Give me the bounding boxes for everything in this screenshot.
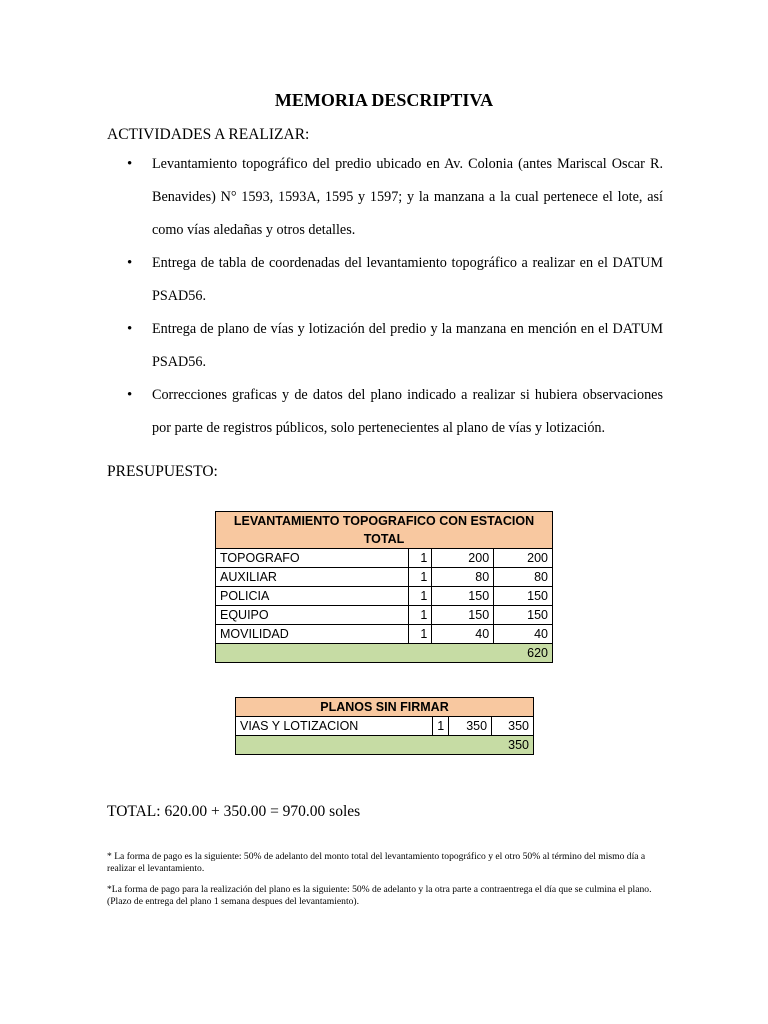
qty-cell: 1	[409, 625, 432, 644]
list-item	[107, 313, 663, 379]
subtotal-cell: 80	[494, 568, 553, 587]
table-header-row	[236, 698, 534, 717]
table-row	[216, 625, 553, 644]
item-cell: EQUIPO	[216, 606, 409, 625]
unit-cell: 150	[432, 606, 494, 625]
unit-cell: 200	[432, 549, 494, 568]
activity-text: Entrega de tabla de coordenadas del levantamiento topográfico a realizar en el DATUM PSAD56.	[152, 255, 663, 304]
activities-list	[107, 148, 663, 445]
table-header: PLANOS SIN FIRMAR	[236, 698, 534, 717]
list-item	[107, 247, 663, 313]
table-row	[216, 587, 553, 606]
survey-budget-table	[215, 511, 553, 663]
qty-cell: 1	[409, 587, 432, 606]
table-header-row	[216, 512, 553, 549]
table-row	[216, 568, 553, 587]
unit-cell: 150	[432, 587, 494, 606]
subtotal-cell: 150	[494, 587, 553, 606]
item-cell: MOVILIDAD	[216, 625, 409, 644]
table-row	[216, 549, 553, 568]
page-title: MEMORIA DESCRIPTIVA	[274, 90, 494, 110]
list-item	[107, 148, 663, 247]
list-item	[107, 379, 663, 445]
subtotal-cell: 150	[494, 606, 553, 625]
table-row	[216, 606, 553, 625]
subtotal-cell: 350	[492, 717, 534, 736]
activity-text: Levantamiento topográfico del predio ubicado en Av. Colonia (antes Mariscal Oscar R. Benavides) N° 1593, 1593A, 1595 y 1597; y la manzana a la cual pertenece el lote, así como vías aledañas y otros detalles.	[152, 156, 663, 238]
budget-heading: PRESUPUESTO:	[107, 463, 218, 480]
bullet-icon: •	[127, 156, 133, 172]
activity-text: Entrega de plano de vías y lotización del predio y la manzana en mención en el DATUM PSAD56.	[152, 321, 663, 370]
item-cell: TOPOGRAFO	[216, 549, 409, 568]
grand-total: TOTAL: 620.00 + 350.00 = 970.00 soles	[107, 803, 361, 820]
qty-cell: 1	[409, 568, 432, 587]
total-cell: 350	[236, 736, 534, 755]
activity-text: Correcciones graficas y de datos del plano indicado a realizar si hubiera observaciones por parte de registros públicos, solo pertenecientes al plano de vías y lotización.	[152, 387, 663, 436]
activities-heading: ACTIVIDADES A REALIZAR:	[107, 126, 310, 143]
bullet-icon: •	[127, 321, 133, 337]
bullet-icon: •	[127, 387, 133, 403]
table-total-row	[236, 736, 534, 755]
total-cell: 620	[216, 644, 553, 663]
plans-budget-table	[235, 697, 534, 755]
table-total-row	[216, 644, 553, 663]
unit-cell: 350	[449, 717, 492, 736]
qty-cell: 1	[433, 717, 449, 736]
item-cell: AUXILIAR	[216, 568, 409, 587]
payment-note: *La forma de pago para la realización del plano es la siguiente: 50% de adelanto y la otra parte a contraentrega el día que se culmina el plano. (Plazo de entrega del plano 1 semana despues del levantamiento).	[107, 884, 652, 907]
qty-cell: 1	[409, 549, 432, 568]
payment-note: * La forma de pago es la siguiente: 50% de adelanto del monto total del levantamiento topográfico y el otro 50% al término del mismo día a realizar el levantamiento.	[107, 851, 646, 874]
bullet-icon: •	[127, 255, 133, 271]
table-row	[236, 717, 534, 736]
subtotal-cell: 40	[494, 625, 553, 644]
qty-cell: 1	[409, 606, 432, 625]
subtotal-cell: 200	[494, 549, 553, 568]
unit-cell: 80	[432, 568, 494, 587]
table-header: LEVANTAMIENTO TOPOGRAFICO CON ESTACION TOTAL	[216, 512, 553, 549]
unit-cell: 40	[432, 625, 494, 644]
item-cell: VIAS Y LOTIZACION	[236, 717, 433, 736]
item-cell: POLICIA	[216, 587, 409, 606]
